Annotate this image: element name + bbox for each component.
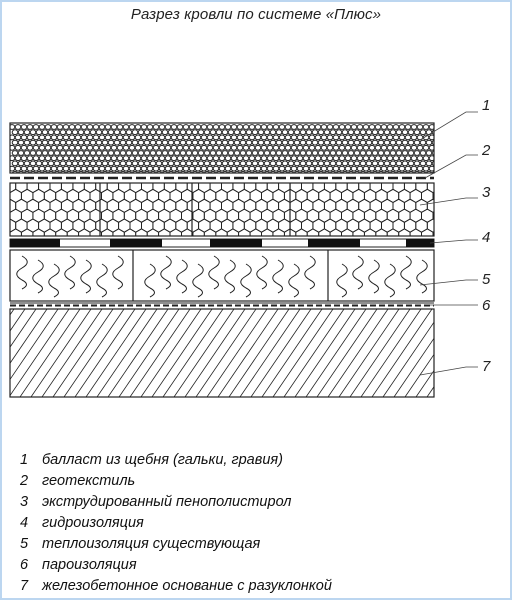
legend-item-3: [20, 492, 332, 513]
legend-item-7: [20, 576, 332, 597]
layer-3-extruded-polystyrene: [4, 179, 444, 242]
layer-4-waterproofing: [10, 239, 434, 247]
callout-3: 3: [482, 184, 491, 201]
legend-number: 7: [20, 578, 29, 594]
diagram-title: Разрез кровли по системе «Плюс»: [130, 6, 382, 23]
layer-1-gravel-ballast: [9, 123, 438, 176]
legend-text: теплоизоляция существующая: [42, 536, 261, 552]
legend-item-4: [20, 513, 332, 534]
legend-text: экструдированный пенополистирол: [42, 494, 292, 510]
legend-number: 1: [20, 452, 29, 468]
callout-4: 4: [482, 229, 491, 246]
legend-number: 3: [20, 494, 29, 510]
legend-item-1: [20, 450, 332, 471]
legend-item-2: [20, 471, 332, 492]
layer-5-existing-insulation: [10, 250, 434, 301]
callout-6: 6: [482, 297, 491, 314]
legend-number: 2: [20, 473, 29, 489]
legend: [20, 450, 332, 597]
legend-number: 5: [20, 536, 29, 552]
legend-number: 6: [20, 557, 29, 573]
layer-7-concrete-base: [0, 309, 498, 397]
legend-text: гидроизоляция: [42, 515, 144, 531]
legend-number: 4: [20, 515, 29, 531]
callout-1: 1: [482, 97, 491, 114]
callout-2: 2: [482, 142, 491, 159]
legend-text: железобетонное основание с разуклонкой: [42, 578, 332, 594]
legend-text: пароизоляция: [42, 557, 137, 573]
legend-item-6: [20, 555, 332, 576]
layer-6-vapour-barrier: [10, 303, 434, 306]
legend-item-5: [20, 534, 332, 555]
legend-text: геотекстиль: [42, 473, 136, 489]
legend-text: балласт из щебня (гальки, гравия): [42, 452, 283, 468]
callout-7: 7: [482, 358, 491, 375]
callout-5: 5: [482, 271, 491, 288]
